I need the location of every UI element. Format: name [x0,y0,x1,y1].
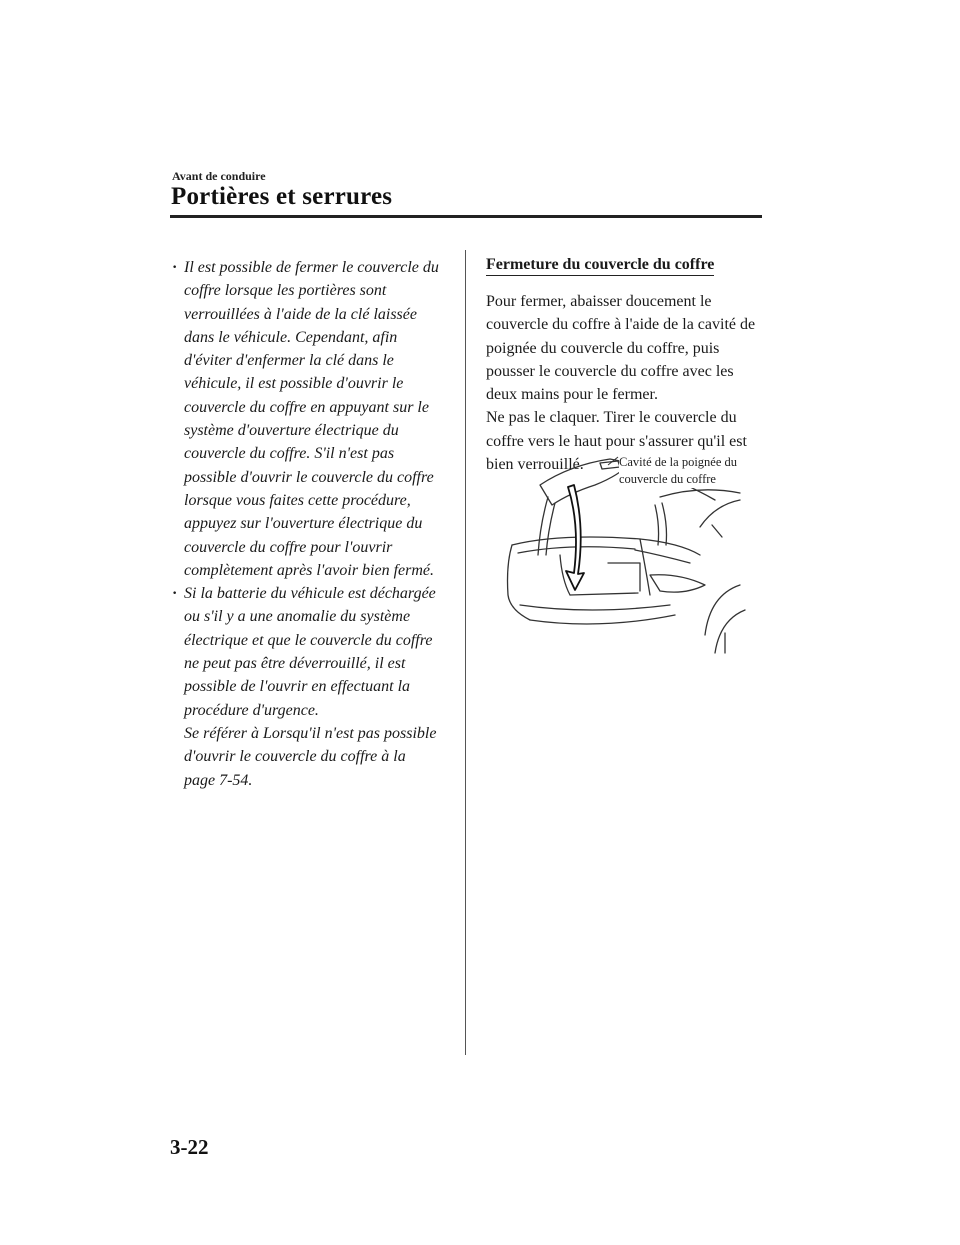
instruction-paragraph-2: Ne pas le claquer. Tirer le couvercle du coffre vers le haut pour s'assurer qu'il est bien verrouillé. [486,409,747,474]
section-label: Avant de conduire [172,169,266,183]
note-bullet-2 [172,582,440,792]
note-bullet-2-text: Si la batterie du véhicule est déchargée ou s'il y a une anomalie du système électrique et que le couvercle du coffre ne peut pas être déverrouillé, il est possible de l'ouvrir en effectuant la procédure d'urgence. [184,585,436,719]
figure-callout: Cavité de la poignée du couvercle du coffre [619,454,749,488]
column-divider [465,250,466,1055]
instruction-paragraph-1: Pour fermer, abaisser doucement le couvercle du coffre à l'aide de la cavité de poignée du couvercle du coffre, puis pousser le couvercle du coffre avec les deux mains pour le fermer. [486,293,756,404]
page-title: Portières et serrures [171,183,393,210]
left-column [172,256,440,792]
page-number: 3-22 [170,1135,209,1159]
section-heading: Fermeture du couvercle du coffre [486,256,714,276]
note-bullet-1: · Il est possible de fermer le couvercle du coffre lorsque les portières sont verrouillées à l'aide de la clé laissée dans le véhicule. Cependant, afin d'éviter d'enfermer la clé dans le véhicule, il est possible d'ouvrir le couvercle du coffre en appuyant sur le système d'ouverture électrique du couvercle du coffre. S'il n'est pas possible d'ouvrir le couvercle du coffre lorsque vous faites cette procédure, appuyez sur l'ouverture électrique du couvercle du coffre pour l'ouvrir complètement après l'avoir bien fermé. [172,256,440,582]
title-rule [170,215,762,218]
right-column [486,256,766,476]
note-reference: Se référer à Lorsqu'il n'est pas possible d'ouvrir le couvercle du coffre à la page 7-54. [184,724,437,789]
